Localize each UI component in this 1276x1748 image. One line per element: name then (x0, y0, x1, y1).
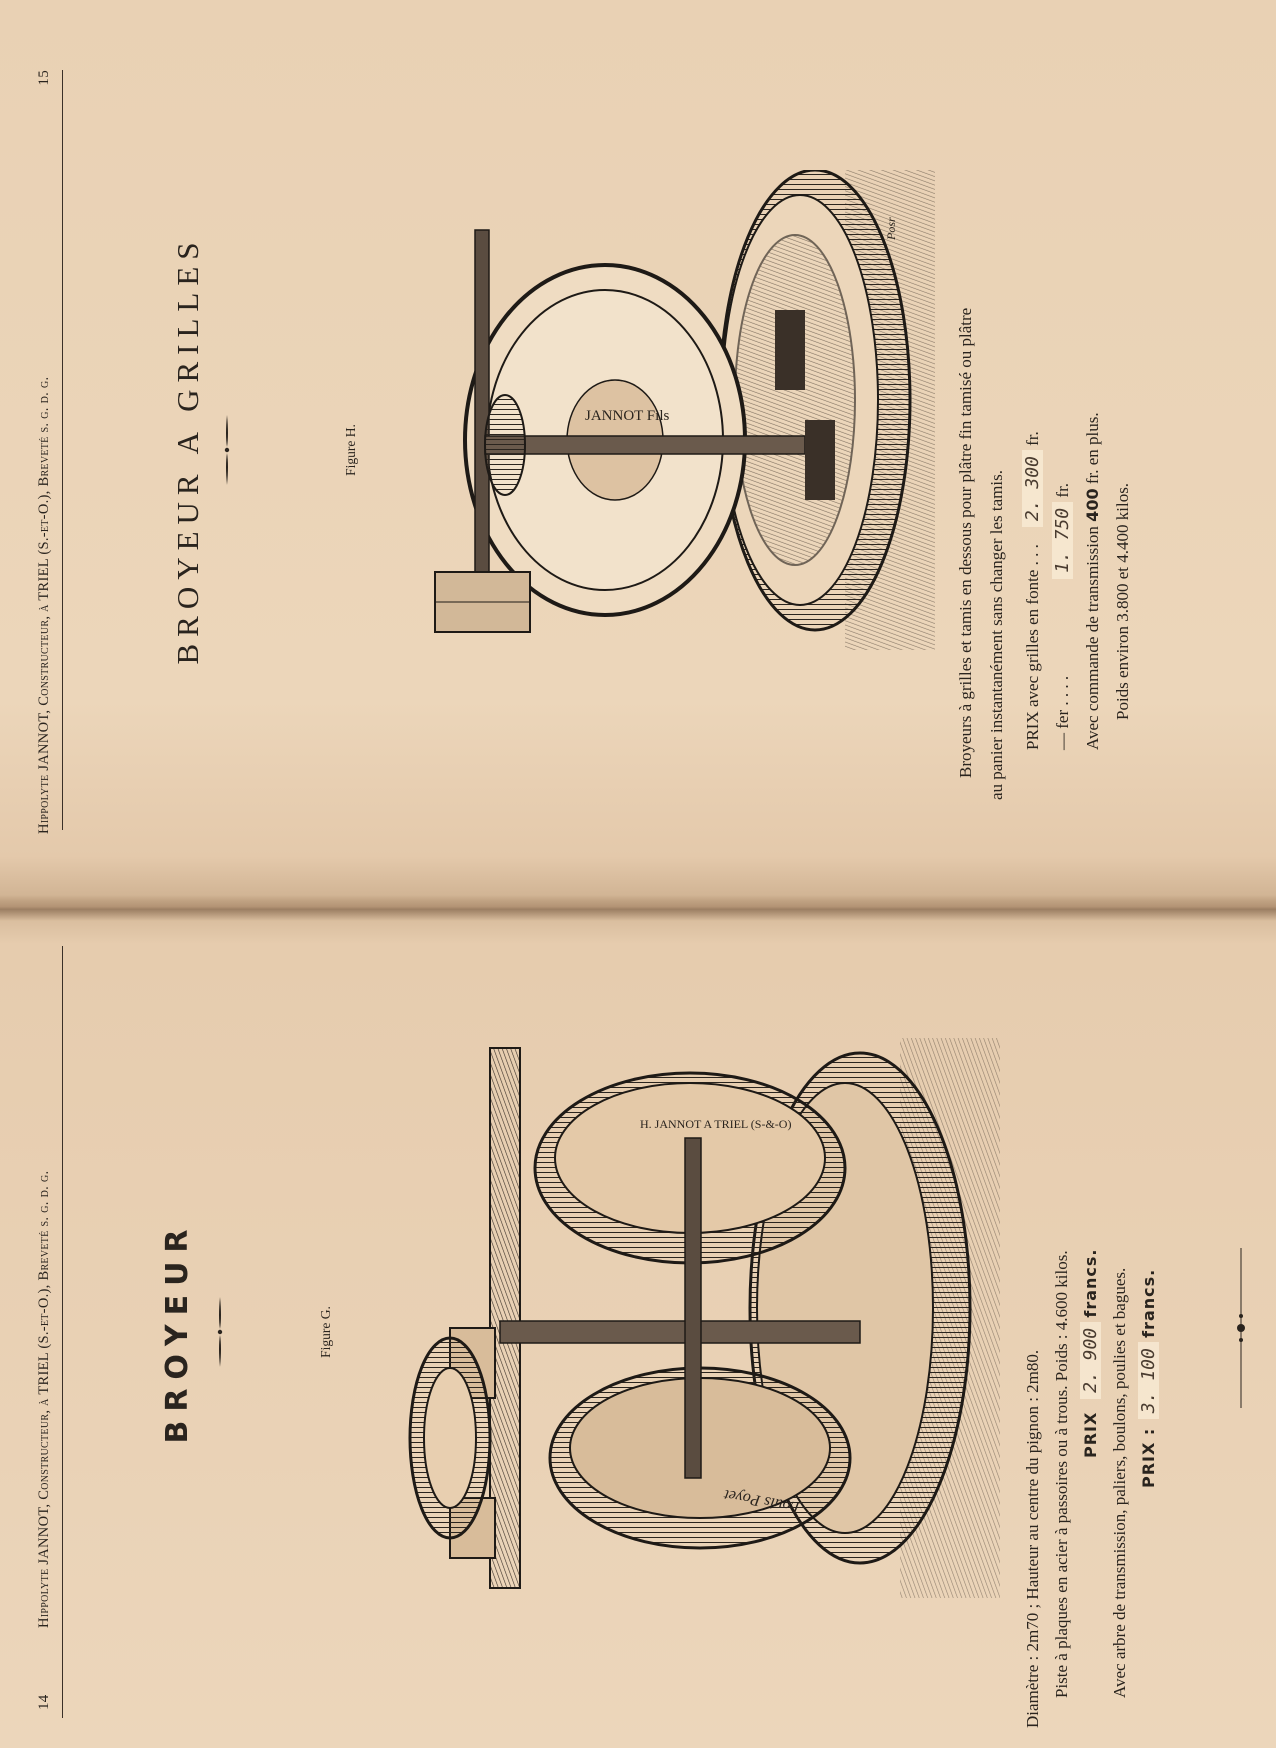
figure-label: Figure H. (343, 424, 358, 476)
figure-g-engraving (340, 1038, 1000, 1598)
price-line-1 (1076, 928, 1105, 1728)
figure-h-engraving (375, 170, 935, 650)
price-label: PRIX avec grilles en fonte . . . (1023, 544, 1042, 750)
price-unit: francs. (1139, 1268, 1158, 1338)
price-block (1018, 50, 1138, 750)
description-line: au panier instantanément sans changer les tamis. (987, 470, 1006, 800)
figure-label: Figure G. (318, 1306, 333, 1358)
title-ornament (222, 415, 232, 485)
engraver-signature: Louis Poyet (722, 1485, 801, 1516)
description-line: Broyeurs à grilles et tamis en dessous pour plâtre fin tamisé ou plâtre (956, 307, 975, 778)
price-label: — fer . . . . (1053, 675, 1072, 750)
nameplate-text: JANNOT Fils (585, 408, 670, 424)
price-line-fonte (1018, 50, 1048, 750)
price-unit: francs. (1081, 1248, 1100, 1318)
wheel-text: H. JANNOT A TRIEL (S-&-O) (640, 1117, 792, 1131)
end-ornament (1235, 1248, 1247, 1408)
track-line: Piste à plaques en acier à passoires ou à trous. Poids : 4.600 kilos. (1052, 1250, 1071, 1698)
page-title: BROYEUR (160, 1220, 195, 1444)
header-rule (62, 946, 63, 1718)
price-line-fer (1048, 50, 1078, 750)
page-header (30, 0, 60, 900)
price-line-2 (1134, 928, 1163, 1728)
handwritten-price: 3. 100 (1138, 1342, 1159, 1419)
transmission-line: Avec arbre de transmission, paliers, boulons, poulies et bagues. (1110, 1267, 1129, 1698)
price-label: PRIX : (1139, 1427, 1158, 1488)
page-title: BROYEUR A GRILLES (170, 235, 205, 665)
engraver-signature: Posr (884, 217, 898, 240)
transmission-amount: 400 (1083, 488, 1102, 522)
transmission-text: Avec commande de transmission (1083, 526, 1102, 750)
price-unit: fr. (1023, 431, 1042, 446)
price-unit: fr. (1053, 482, 1072, 498)
price-label: PRIX (1081, 1411, 1100, 1458)
handwritten-price: 2. 900 (1080, 1322, 1101, 1399)
header-text: Hippolyte JANNOT, Constructeur, à TRIEL (S.-et-O.), Breveté s. g. d. g. (36, 376, 52, 834)
header-text: Hippolyte JANNOT, Constructeur, à TRIEL (S.-et-O.), Breveté s. g. d. g. (36, 1170, 52, 1628)
transmission-line (1078, 50, 1108, 750)
handwritten-price: 1. 750 (1052, 502, 1073, 579)
handwritten-price: 2. 300 (1022, 450, 1043, 527)
page-header (30, 916, 60, 1748)
page-14 (0, 916, 1276, 1748)
weight-line: Poids environ 3.800 et 4.400 kilos. (1113, 482, 1132, 720)
description-block (1018, 928, 1163, 1728)
page-number: 14 (36, 1694, 52, 1710)
transmission-text-end: fr. en plus. (1083, 412, 1102, 485)
dimension-line: Diamètre : 2m70 ; Hauteur au centre du pignon : 2m80. (1023, 1349, 1042, 1728)
page-number: 15 (36, 70, 52, 86)
description-block (950, 40, 1012, 800)
title-ornament (215, 1297, 225, 1367)
header-rule (62, 70, 63, 830)
